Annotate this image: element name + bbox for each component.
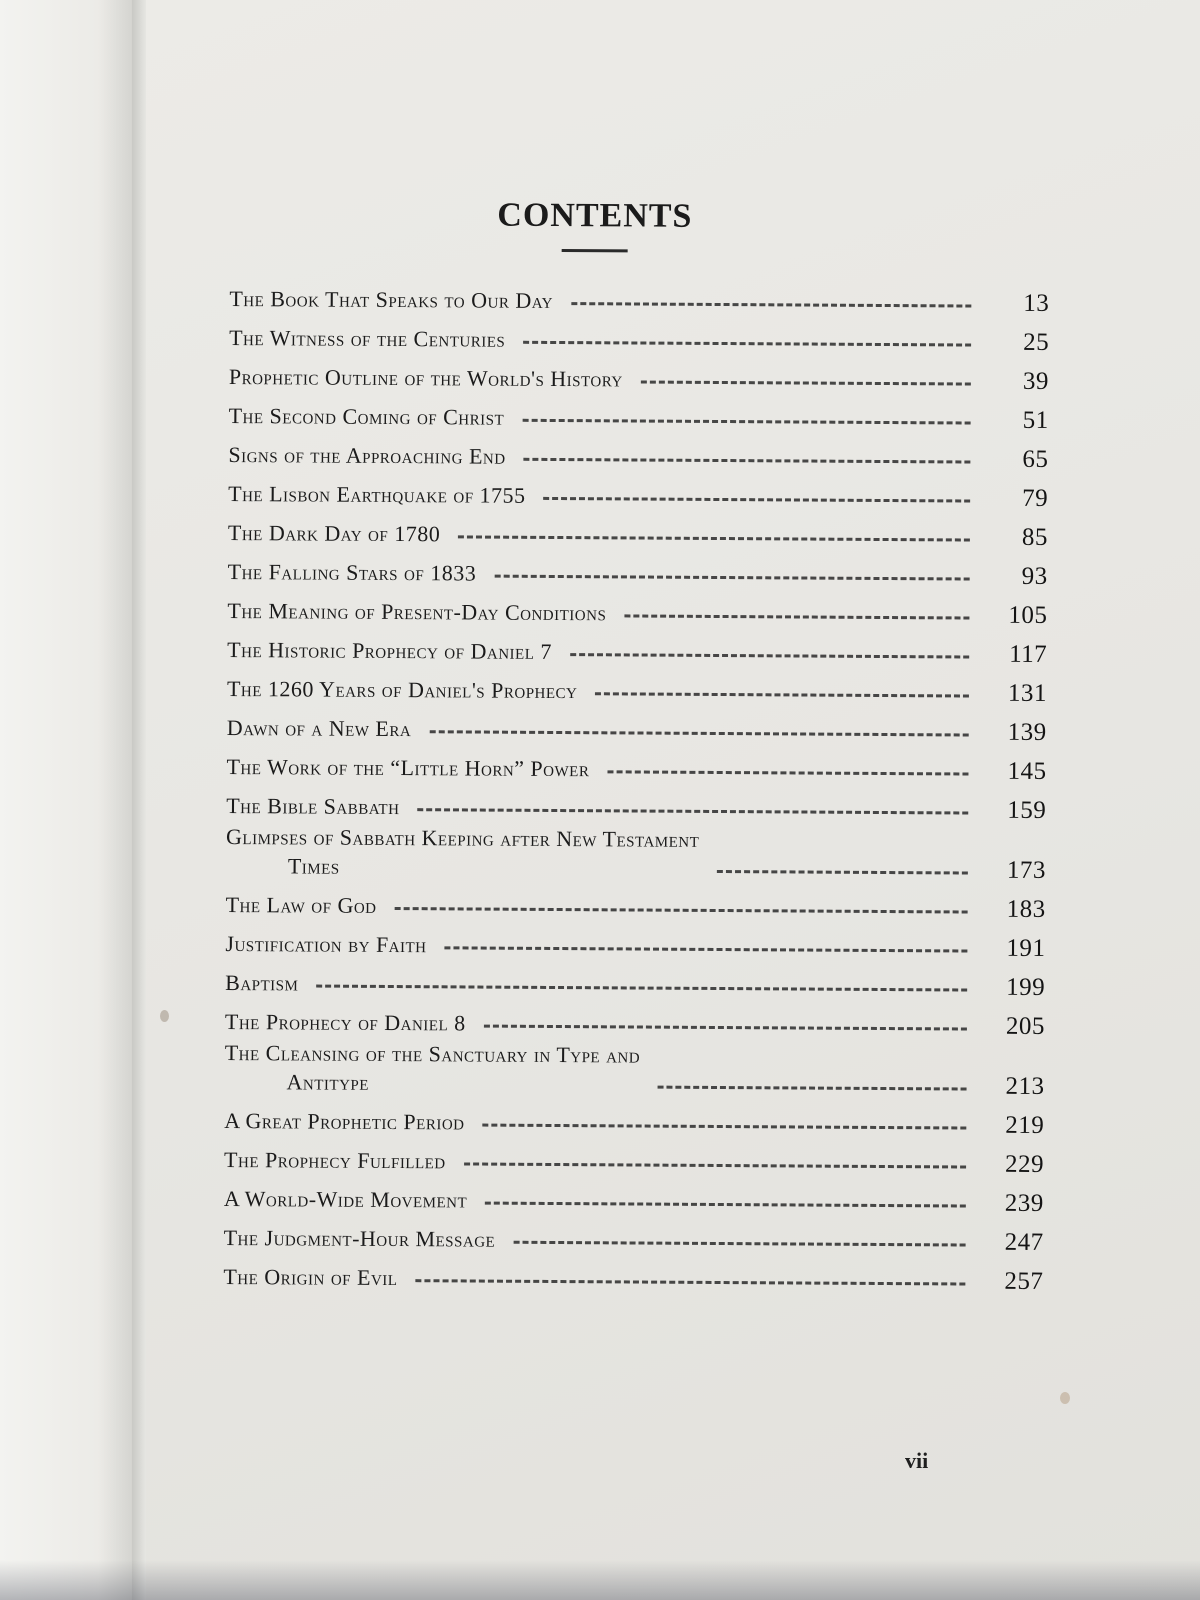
dot-leader	[658, 1086, 967, 1091]
dot-leader	[571, 302, 971, 307]
entry-title: The Dark Day of 1780	[227, 519, 441, 547]
toc-entry	[227, 586, 1047, 630]
toc-entry	[227, 664, 1047, 708]
entry-page: 247	[1004, 1228, 1044, 1256]
toc-entry	[224, 1135, 1044, 1179]
dot-leader	[524, 458, 971, 464]
entry-page: 183	[1006, 895, 1046, 923]
entry-title-line: The Cleansing of the Sanctuary in Type and	[224, 1039, 641, 1068]
entry-title: The Work of the “Little Horn” Power	[226, 753, 590, 782]
entry-page: 159	[1007, 796, 1047, 824]
contents-heading: CONTENTS	[497, 196, 693, 235]
toc-entry	[228, 469, 1048, 513]
toc-entry	[229, 352, 1049, 396]
entry-title: The Historic Prophecy of Daniel 7	[227, 636, 552, 664]
toc-entries	[223, 274, 1049, 1296]
dot-leader	[522, 419, 970, 425]
entry-page: 229	[1005, 1150, 1045, 1178]
entry-page: 65	[1022, 445, 1049, 474]
entry-page: 13	[1023, 289, 1050, 318]
entry-title: The Law of God	[225, 891, 377, 918]
entry-page: 213	[1005, 1072, 1045, 1100]
entry-page: 199	[1006, 973, 1046, 1001]
toc-entry	[223, 1252, 1043, 1296]
entry-title: The Prophecy of Daniel 8	[224, 1008, 466, 1036]
entry-page: 145	[1007, 757, 1047, 785]
entry-page: 219	[1005, 1111, 1045, 1139]
entry-title: A Great Prophetic Period	[224, 1107, 465, 1135]
dot-leader	[570, 653, 969, 658]
entry-title: A World-Wide Movement	[223, 1185, 468, 1213]
entry-page: 25	[1023, 328, 1050, 357]
bottom-shadow	[0, 1560, 1200, 1600]
entry-page: 105	[1008, 601, 1048, 630]
dot-leader	[717, 870, 968, 875]
entry-title: The Lisbon Earthquake of 1755	[228, 480, 526, 508]
entry-title: Dawn of a New Era	[226, 714, 412, 742]
entry-title	[224, 1038, 640, 1099]
entry-title: The Bible Sabbath	[226, 792, 400, 820]
entry-title-continuation: Antitype	[286, 1069, 370, 1095]
entry-page: 85	[1021, 523, 1049, 552]
book-gutter	[132, 0, 146, 1600]
entry-title-continuation: Times	[287, 853, 340, 879]
entry-page: 117	[1009, 640, 1048, 669]
entry-title: The Origin of Evil	[223, 1263, 398, 1291]
entry-title: The Book That Speaks to Our Day	[229, 285, 554, 313]
paper-stain	[1060, 1392, 1070, 1404]
heading-rule	[562, 249, 628, 252]
entry-title: Signs of the Approaching End	[228, 441, 506, 469]
toc-entry	[229, 313, 1049, 357]
entry-page: 131	[1007, 679, 1048, 707]
entry-title: Baptism	[225, 969, 299, 996]
dot-leader	[316, 985, 967, 992]
dot-leader	[445, 946, 968, 952]
entry-title	[226, 822, 700, 883]
dot-leader	[415, 1279, 965, 1285]
toc-entry	[225, 997, 1045, 1041]
entry-title-line: Glimpses of Sabbath Keeping after New Testament	[226, 823, 700, 852]
entry-page: 51	[1022, 406, 1049, 435]
entry-title: The Falling Stars of 1833	[227, 558, 477, 586]
entry-page: 239	[1004, 1189, 1044, 1217]
entry-title: The 1260 Years of Daniel's Prophecy	[226, 675, 578, 704]
toc-entry	[228, 547, 1048, 591]
entry-page: 257	[1004, 1267, 1044, 1295]
toc-entry	[226, 781, 1046, 825]
entry-page: 39	[1022, 367, 1049, 396]
entry-title: The Judgment-Hour Message	[223, 1224, 496, 1252]
entry-page: 173	[1006, 856, 1046, 884]
dot-leader	[429, 730, 968, 736]
dot-leader	[485, 1202, 966, 1208]
toc-entry	[226, 820, 1046, 885]
page-folio: vii	[905, 1448, 929, 1473]
toc-entry	[227, 625, 1047, 669]
entry-title: The Meaning of Present-Day Conditions	[227, 597, 607, 626]
entry-page: 205	[1005, 1012, 1046, 1040]
dot-leader	[624, 614, 969, 619]
dot-leader	[484, 1025, 967, 1031]
entry-page: 139	[1007, 718, 1047, 746]
entry-title: Prophetic Outline of the World's History	[228, 363, 623, 392]
dot-leader	[417, 808, 968, 814]
dot-leader	[458, 535, 970, 541]
dot-leader	[523, 341, 971, 347]
dot-leader	[641, 381, 971, 386]
dot-leader	[464, 1162, 966, 1168]
toc-entry	[224, 1096, 1044, 1140]
toc-entry	[224, 1213, 1044, 1257]
toc-entry	[228, 430, 1048, 474]
toc-entry	[226, 742, 1046, 786]
entry-title: Justification by Faith	[225, 930, 427, 958]
table-of-contents	[223, 195, 1050, 1296]
entry-page: 93	[1021, 562, 1048, 591]
toc-entry	[224, 1174, 1044, 1218]
dot-leader	[513, 1241, 965, 1247]
left-page	[0, 0, 140, 1600]
toc-entry	[229, 274, 1049, 318]
dot-leader	[483, 1124, 967, 1130]
toc-entry	[225, 958, 1045, 1002]
toc-entry	[228, 508, 1048, 552]
entry-title: The Second Coming of Christ	[228, 402, 505, 430]
toc-entry	[227, 703, 1047, 747]
dot-leader	[595, 692, 969, 697]
entry-page: 79	[1022, 484, 1049, 513]
dot-leader	[544, 497, 971, 503]
toc-entry	[224, 1036, 1044, 1101]
toc-entry	[226, 880, 1046, 924]
toc-entry	[229, 391, 1049, 435]
dot-leader	[494, 575, 969, 581]
entry-title: The Witness of the Centuries	[229, 324, 506, 352]
paper-stain	[160, 1010, 169, 1022]
dot-leader	[395, 907, 968, 914]
entry-page: 191	[1006, 934, 1046, 962]
dot-leader	[607, 770, 968, 775]
entry-title: The Prophecy Fulfilled	[224, 1146, 446, 1174]
toc-entry	[225, 919, 1045, 963]
